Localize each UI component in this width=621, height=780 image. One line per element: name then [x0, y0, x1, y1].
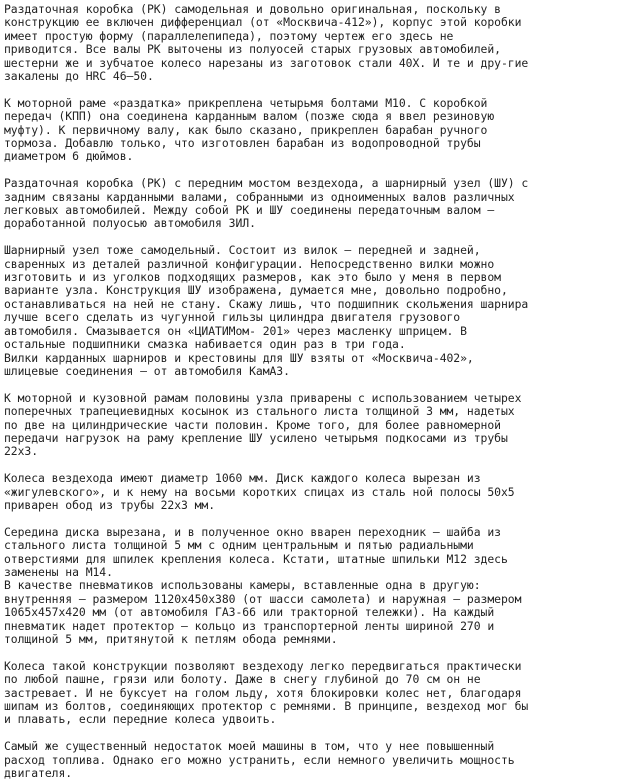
text-line: двигателя. [4, 766, 73, 780]
text-line: закалены до HRC 46–50. [4, 69, 154, 84]
paragraph-transfer-case [4, 3, 617, 83]
text-line: шестерни же и зубчатое колесо нарезаны из заготовок стали 40Х. И те и дру-гие [4, 55, 529, 70]
text-line: шипам из болтов, соединяющих протектор с ремнями. В принципе, вездеход мог бы [4, 699, 529, 714]
text-line: муфту). К первичному валу, как было сказано, прикреплен барабан ручного [4, 122, 488, 137]
paragraph-wheels [4, 472, 617, 512]
text-line: диаметром 6 дюймов. [4, 149, 134, 164]
text-line: Раздаточная коробка (РК) с передним мостом вездехода, а шарнирный узел (ШУ) с [4, 176, 529, 191]
text-line: автомобиля. Смазывается он «ЦИАТИМом- 201» через масленку шприцем. В [4, 323, 467, 338]
text-line: Середина диска вырезана, и в полученное окно вварен переходник – шайба из [4, 524, 501, 539]
text-line: приводится. Все валы РК выточены из полуосей старых грузовых автомобилей, [4, 42, 501, 57]
text-line: расход топлива. Однако его можно устранить, если немного увеличить мощность [4, 752, 515, 767]
paragraph-disc-center [4, 526, 617, 580]
paragraph-driveshafts [4, 177, 617, 231]
text-line: задним связаны карданными валами, собранными из одноименных валов различных [4, 189, 515, 204]
text-line: Шарнирный узел тоже самодельный. Состоит из вилок – передней и задней, [4, 243, 481, 258]
text-line: В качестве пневматиков использованы камеры, вставленные одна в другую: [4, 578, 481, 593]
text-line: изготовить и из уголков подходящих размеров, как это было у меня в первом [4, 270, 501, 285]
paragraph-tires [4, 579, 617, 646]
text-line: по любой пашне, грязи или болоту. Даже в снегу глубиной до 70 см он не [4, 672, 481, 687]
text-line: легковых автомобилей. Между собой РК и ШУ соединены передаточным валом – [4, 203, 495, 218]
text-line: стального листа толщиной 5 мм с одним центральным и пятью радиальными [4, 538, 474, 553]
text-line: заменены на М14. [4, 564, 113, 579]
text-line: К моторной раме «раздатка» прикреплена четырьмя болтами М10. С коробкой [4, 95, 488, 110]
text-line: остальные подшипники смазка набивается один раз в три года. [4, 337, 406, 352]
text-line: шлицевые соединения – от автомобиля КамАЗ. [4, 363, 290, 378]
text-line: толщиной 5 мм, притянутой к петлям обода ремнями. [4, 632, 338, 646]
text-line: передачи нагрузок на раму крепление ШУ усилено четырьмя подкосами из трубы [4, 430, 508, 445]
text-line: «жигулевского», и к нему на восьми коротких спицах из сталь ной полосы 50х5 [4, 484, 515, 499]
text-line: 1065х457х420 мм (от автомобиля ГАЗ-66 или тракторной тележки). На каждый [4, 605, 495, 620]
paragraph-fuel-consumption [4, 740, 617, 780]
text-line: Колеса вездехода имеют диаметр 1060 мм. Диск каждого колеса вырезан из [4, 471, 481, 486]
paragraph-gussets [4, 392, 617, 459]
text-line: сваренных из деталей различной конфигурации. Непосредственно вилки можно [4, 256, 495, 271]
text-line: лучше всего сделать из чугунной гильзы цилиндра двигателя грузового [4, 310, 461, 325]
text-line: и плавать, если передние колеса удвоить. [4, 712, 277, 727]
text-line: по две на цилиндрические части половин. Кроме того, для более равномерной [4, 417, 501, 432]
text-line: поперечных трапециевидных косынок из стального листа толщиной 3 мм, надетых [4, 404, 515, 419]
paragraph-motor-frame [4, 97, 617, 164]
text-line: отверстиями для шпилек крепления колеса. Кстати, штатные шпильки М12 здесь [4, 551, 508, 566]
text-line: тормоза. Добавлю только, что изготовлен барабан из водопроводной трубы [4, 136, 481, 151]
paragraph-terrain [4, 660, 617, 727]
text-line: доработанной полуосью автомобиля ЗИЛ. [4, 216, 256, 231]
text-line: внутренняя – размером 1120х450х380 (от шасси самолета) и наружная – размером [4, 591, 522, 606]
text-line: К моторной и кузовной рамам половины узла приварены с использованием четырех [4, 390, 522, 405]
text-line: Самый же существенный недостаток моей машины в том, что у нее повышенный [4, 739, 495, 754]
text-line: пневматик надет протектор – кольцо из транспортерной ленты шириной 270 и [4, 618, 495, 633]
paragraph-hinge-unit [4, 244, 617, 351]
text-line: Раздаточная коробка (РК) самодельная и довольно оригинальная, поскольку в [4, 2, 501, 16]
text-line: передач (КПП) она соединена карданным валом (позже сюда я ввел резиновую [4, 109, 495, 124]
text-line: варианте узла. Конструкция ШУ изображена, думается мне, довольно подробно, [4, 283, 508, 298]
text-line: застревает. И не буксует на голом льду, хотя блокировки колес нет, благодаря [4, 685, 522, 700]
text-line: Колеса такой конструкции позволяют вездеходу легко передвигаться практически [4, 658, 522, 673]
text-line: имеет простую форму (параллелепипеда), поэтому чертеж его здесь не [4, 28, 454, 43]
text-line: останавливаться на ней не стану. Скажу лишь, что подшипник скольжения шарнира [4, 296, 529, 311]
text-line: приварен обод из трубы 22х3 мм. [4, 497, 216, 512]
paragraph-cardan-forks [4, 352, 617, 379]
text-line: 22х3. [4, 444, 39, 459]
text-line: конструкцию ее включен дифференциал (от «Москвича-412»), корпус этой коробки [4, 15, 522, 30]
text-line: Вилки карданных шарниров и крестовины для ШУ взяты от «Москвича-402», [4, 350, 474, 365]
